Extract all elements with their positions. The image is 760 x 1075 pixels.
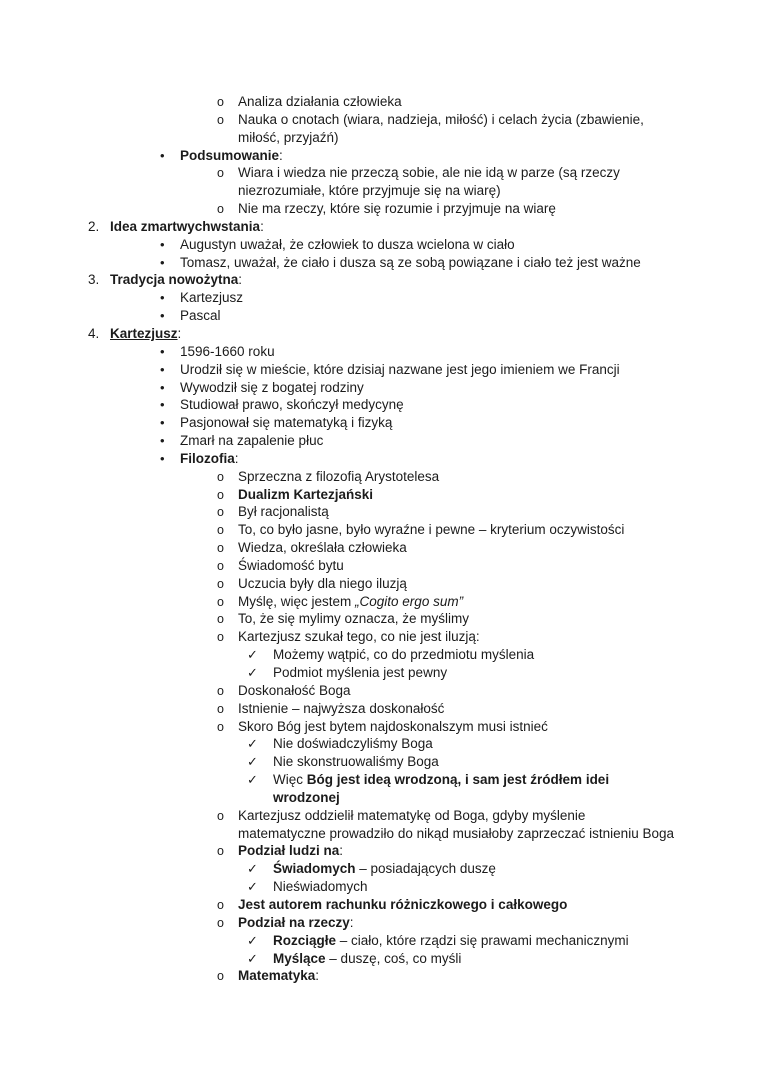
item-text (238, 914, 354, 932)
list-item (0, 503, 760, 521)
list-item (0, 200, 760, 218)
text-segment: Doskonałość Boga (238, 682, 351, 698)
item-text (238, 718, 548, 736)
text-segment: : (339, 843, 344, 859)
list-item (0, 860, 760, 878)
circle-bullet-icon: o (217, 166, 224, 181)
list-item (0, 646, 760, 664)
item-text (238, 503, 329, 521)
item-text (238, 182, 501, 200)
list-item (0, 896, 760, 914)
text-segment: Studiował prawo, skończył medycynę (180, 397, 404, 413)
text-segment: Rozciągłe (273, 932, 337, 948)
text-segment: To, że się mylimy oznacza, że myślimy (238, 611, 470, 627)
text-segment: miłość, przyjaźń) (238, 129, 339, 145)
item-text (238, 539, 407, 557)
list-item (0, 111, 760, 129)
list-item (0, 914, 760, 932)
text-segment: Augustyn uważał, że człowiek to dusza wcielona w ciało (180, 236, 515, 252)
text-segment: Podział ludzi na (238, 843, 340, 859)
text-segment: Bóg jest ideą wrodzoną, i sam jest źródłem idei (306, 772, 610, 788)
list-item (0, 557, 760, 575)
text-segment: Jest autorem rachunku różniczkowego i całkowego (238, 896, 568, 912)
list-item (0, 450, 760, 468)
text-segment: Kartezjusz (110, 325, 178, 341)
text-segment: : (238, 272, 243, 288)
text-segment: Myślę, więc jestem (238, 593, 356, 609)
item-text (238, 200, 556, 218)
list-item (0, 468, 760, 486)
text-segment: Skoro Bóg jest bytem najdoskonalszym musi istnieć (238, 718, 548, 734)
item-text (238, 129, 339, 147)
check-bullet-icon: ✓ (247, 647, 258, 663)
item-text (238, 610, 469, 628)
check-bullet-icon: ✓ (247, 754, 258, 770)
item-text (180, 343, 275, 361)
item-text (238, 468, 439, 486)
text-segment: Tradycja nowożytna (110, 272, 239, 288)
circle-bullet-icon: o (217, 719, 224, 734)
text-segment: Był racjonalistą (238, 504, 329, 520)
text-segment: Świadomość bytu (238, 557, 344, 573)
item-text (273, 878, 368, 896)
item-text (180, 361, 620, 379)
disc-bullet-icon: • (160, 450, 165, 466)
list-item (0, 414, 760, 432)
list-item (0, 432, 760, 450)
list-item (0, 289, 760, 307)
list-item (0, 593, 760, 611)
text-segment: Filozofia (180, 450, 235, 466)
list-item (0, 950, 760, 968)
circle-bullet-icon: o (217, 844, 224, 859)
item-text (238, 825, 674, 843)
text-segment: Podsumowanie (180, 147, 280, 163)
item-text (273, 664, 447, 682)
list-item (0, 307, 760, 325)
circle-bullet-icon: o (217, 541, 224, 556)
list-item (0, 610, 760, 628)
circle-bullet-icon: o (217, 701, 224, 716)
circle-bullet-icon: o (217, 558, 224, 573)
disc-bullet-icon: • (160, 236, 165, 252)
item-text (180, 307, 221, 325)
text-segment: Świadomych (273, 861, 356, 877)
item-text (273, 753, 439, 771)
item-number: 4. (88, 325, 100, 341)
item-number: 3. (88, 272, 100, 288)
check-bullet-icon: ✓ (247, 736, 258, 752)
item-text (110, 325, 181, 343)
disc-bullet-icon: • (160, 290, 165, 306)
list-item (0, 700, 760, 718)
text-segment: 1596-1660 roku (180, 343, 275, 359)
circle-bullet-icon: o (217, 523, 224, 538)
text-segment: Nie ma rzeczy, które się rozumie i przyjmuje na wiarę (238, 201, 556, 217)
item-text (238, 164, 620, 182)
item-text (273, 771, 609, 789)
list-item (0, 807, 760, 825)
text-segment: – duszę, coś, co myśli (325, 950, 462, 966)
item-text (180, 414, 392, 432)
disc-bullet-icon: • (160, 379, 165, 395)
item-text (180, 396, 404, 414)
circle-bullet-icon: o (217, 594, 224, 609)
list-item (0, 147, 760, 165)
item-text (180, 379, 364, 397)
circle-bullet-icon: o (217, 202, 224, 217)
notes-outline (0, 93, 760, 985)
disc-bullet-icon: • (160, 254, 165, 270)
circle-bullet-icon: o (217, 630, 224, 645)
disc-bullet-icon: • (160, 433, 165, 449)
list-item (0, 164, 760, 182)
item-text (238, 807, 585, 825)
text-segment: Podział na rzeczy (238, 914, 350, 930)
list-item (0, 236, 760, 254)
check-bullet-icon: ✓ (247, 950, 258, 966)
list-item (0, 218, 760, 236)
list-item (0, 682, 760, 700)
item-text (180, 432, 323, 450)
list-item (0, 271, 760, 289)
text-segment: niezrozumiałe, które przyjmuje się na wiarę) (238, 183, 501, 199)
list-item (0, 129, 760, 147)
item-text (238, 700, 444, 718)
item-text (273, 735, 433, 753)
text-segment: Podmiot myślenia jest pewny (273, 665, 448, 680)
item-text (273, 646, 534, 664)
text-segment: To, co było jasne, było wyraźne i pewne – kryterium oczywistości (238, 522, 625, 538)
item-text (273, 860, 496, 878)
item-text (238, 682, 351, 700)
disc-bullet-icon: • (160, 415, 165, 431)
text-segment: Pasjonował się matematyką i fizyką (180, 415, 393, 431)
text-segment: Dualizm Kartezjański (238, 486, 374, 502)
check-bullet-icon: ✓ (247, 861, 258, 877)
text-segment: Idea zmartwychwstania (110, 218, 261, 234)
circle-bullet-icon: o (217, 683, 224, 698)
text-segment: : (260, 218, 264, 234)
text-segment: Więc (273, 772, 307, 788)
text-segment: Wiedza, określała człowieka (238, 540, 407, 556)
text-segment: : (315, 968, 320, 984)
circle-bullet-icon: o (217, 915, 224, 930)
text-segment: Kartezjusz oddzielił matematykę od Boga, gdyby myślenie (238, 807, 586, 823)
text-segment: Nieświadomych (273, 879, 368, 895)
disc-bullet-icon: • (160, 343, 165, 359)
text-segment: : (177, 325, 182, 341)
list-item (0, 325, 760, 343)
item-text (238, 486, 373, 504)
list-item (0, 628, 760, 646)
text-segment: wrodzonej (273, 789, 340, 805)
list-item (0, 789, 760, 807)
text-segment: Myślące (273, 950, 326, 966)
text-segment: Nie doświadczyliśmy Boga (273, 736, 433, 752)
item-text (238, 93, 402, 111)
list-item (0, 664, 760, 682)
text-segment: Istnienie – najwyższa doskonałość (238, 700, 445, 716)
list-item (0, 735, 760, 753)
item-text (238, 593, 463, 611)
item-text (273, 789, 340, 807)
item-text (110, 271, 242, 289)
list-item (0, 539, 760, 557)
circle-bullet-icon: o (217, 897, 224, 912)
circle-bullet-icon: o (217, 808, 224, 823)
list-item (0, 343, 760, 361)
list-item (0, 254, 760, 272)
text-segment: Kartezjusz szukał tego, co nie jest iluzją: (238, 629, 480, 645)
text-segment: matematyczne prowadziło do nikąd musiałoby zaprzeczać istnieniu Boga (238, 825, 674, 841)
list-item (0, 932, 760, 950)
circle-bullet-icon: o (217, 505, 224, 520)
item-text (238, 842, 343, 860)
circle-bullet-icon: o (217, 487, 224, 502)
check-bullet-icon: ✓ (247, 879, 258, 895)
list-item (0, 575, 760, 593)
item-text (238, 575, 407, 593)
check-bullet-icon: ✓ (247, 772, 258, 788)
circle-bullet-icon: o (217, 95, 224, 109)
text-segment: Pascal (180, 308, 221, 324)
item-text (180, 254, 641, 272)
item-text (238, 896, 567, 914)
text-segment: Kartezjusz (180, 290, 244, 306)
list-item (0, 521, 760, 539)
circle-bullet-icon: o (217, 112, 224, 127)
list-item (0, 182, 760, 200)
check-bullet-icon: ✓ (247, 932, 258, 948)
text-segment: : (279, 147, 283, 163)
text-segment: „Cogito ergo sum” (355, 593, 464, 609)
item-text (180, 289, 243, 307)
text-segment: Matematyka (238, 968, 316, 984)
item-text (238, 628, 480, 646)
item-text (238, 557, 344, 575)
item-text (180, 450, 239, 468)
text-segment: Nauka o cnotach (wiara, nadzieja, miłość) i celach życia (zbawienie, (238, 111, 644, 127)
text-segment: Wiara i wiedza nie przeczą sobie, ale nie idą w parze (są rzeczy (238, 165, 620, 181)
circle-bullet-icon: o (217, 469, 224, 484)
list-item (0, 718, 760, 736)
item-text (273, 950, 461, 968)
disc-bullet-icon: • (160, 308, 165, 324)
list-item (0, 396, 760, 414)
text-segment: Sprzeczna z filozofią Arystotelesa (238, 468, 440, 484)
list-item (0, 753, 760, 771)
item-text (238, 521, 624, 539)
text-segment: Analiza działania człowieka (238, 94, 402, 109)
text-segment: Tomasz, uważał, że ciało i dusza są ze sobą powiązane i ciało też jest ważne (180, 254, 641, 270)
item-text (238, 967, 319, 985)
text-segment: Nie skonstruowaliśmy Boga (273, 754, 439, 770)
text-segment: – ciało, które rządzi się prawami mechanicznymi (336, 932, 629, 948)
list-item (0, 967, 760, 985)
text-segment: : (349, 914, 354, 930)
text-segment: Możemy wątpić, co do przedmiotu myślenia (273, 647, 535, 663)
circle-bullet-icon: o (217, 576, 224, 591)
text-segment: Urodził się w mieście, które dzisiaj nazwane jest jego imieniem we Francji (180, 361, 620, 377)
list-item (0, 825, 760, 843)
circle-bullet-icon: o (217, 969, 224, 984)
disc-bullet-icon: • (160, 147, 165, 163)
list-item (0, 379, 760, 397)
list-item (0, 93, 760, 111)
text-segment: : (234, 450, 239, 466)
text-segment: – posiadających duszę (355, 861, 496, 877)
check-bullet-icon: ✓ (247, 665, 258, 680)
disc-bullet-icon: • (160, 361, 165, 377)
text-segment: Zmarł na zapalenie płuc (180, 433, 324, 449)
item-text (180, 147, 283, 165)
circle-bullet-icon: o (217, 612, 224, 627)
text-segment: Wywodził się z bogatej rodziny (180, 379, 364, 395)
list-item (0, 878, 760, 896)
item-number: 2. (88, 218, 100, 234)
item-text (238, 111, 644, 129)
list-item (0, 361, 760, 379)
list-item (0, 771, 760, 789)
list-item (0, 486, 760, 504)
text-segment: Uczucia były dla niego iluzją (238, 575, 407, 591)
list-item (0, 842, 760, 860)
item-text (110, 218, 264, 236)
item-text (180, 236, 515, 254)
item-text (273, 932, 629, 950)
disc-bullet-icon: • (160, 397, 165, 413)
